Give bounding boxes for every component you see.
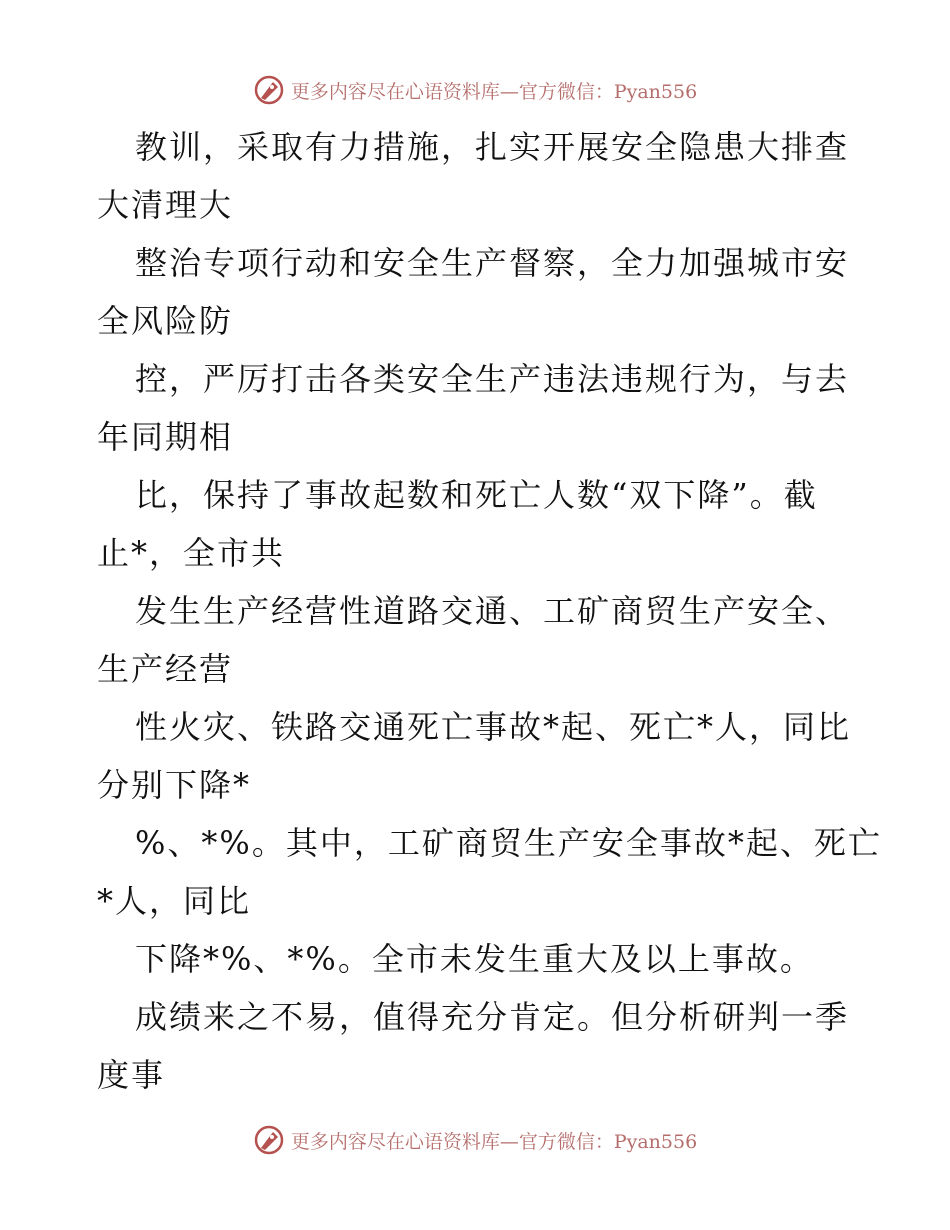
- text-line: 生产经营: [97, 650, 234, 688]
- header-watermark: [0, 70, 950, 110]
- watermark-inner: [253, 74, 697, 106]
- text-line: %、*%。其中，工矿商贸生产安全事故*起、死亡: [135, 824, 882, 862]
- pen-nib-logo-icon: [253, 74, 285, 106]
- text-line: 整治专项行动和安全生产督察，全力加强城市安: [135, 244, 850, 282]
- text-line: 成绩来之不易，值得充分肯定。但分析研判一季: [135, 998, 850, 1036]
- text-line: 比，保持了事故起数和死亡人数“双下降”。截: [135, 476, 818, 514]
- watermark-text: 更多内容尽在心语资料库—官方微信：Pyan556: [290, 1130, 698, 1153]
- text-line: 全风险防: [97, 302, 234, 340]
- footer-watermark: [0, 1120, 950, 1160]
- text-line: 度事: [97, 1056, 166, 1094]
- text-line: 大清理大: [97, 186, 234, 224]
- text-line: 止*，全市共: [97, 534, 286, 572]
- text-line: *人，同比: [97, 882, 252, 920]
- text-line: 发生生产经营性道路交通、工矿商贸生产安全、: [135, 592, 850, 630]
- document-body: [97, 118, 882, 1104]
- text-line: 下降*%、*%。全市未发生重大及以上事故。: [135, 940, 814, 978]
- text-line: 控，严厉打击各类安全生产违法违规行为，与去: [135, 360, 850, 398]
- text-line: 性火灾、铁路交通死亡事故*起、死亡*人，同比: [135, 708, 852, 746]
- watermark-inner: [253, 1124, 697, 1156]
- text-line: 年同期相: [97, 418, 234, 456]
- watermark-text: 更多内容尽在心语资料库—官方微信：Pyan556: [290, 80, 698, 103]
- pen-nib-logo-icon: [253, 1124, 285, 1156]
- text-line: 分别下降*: [97, 766, 252, 804]
- text-line: 教训，采取有力措施，扎实开展安全隐患大排查: [135, 128, 850, 166]
